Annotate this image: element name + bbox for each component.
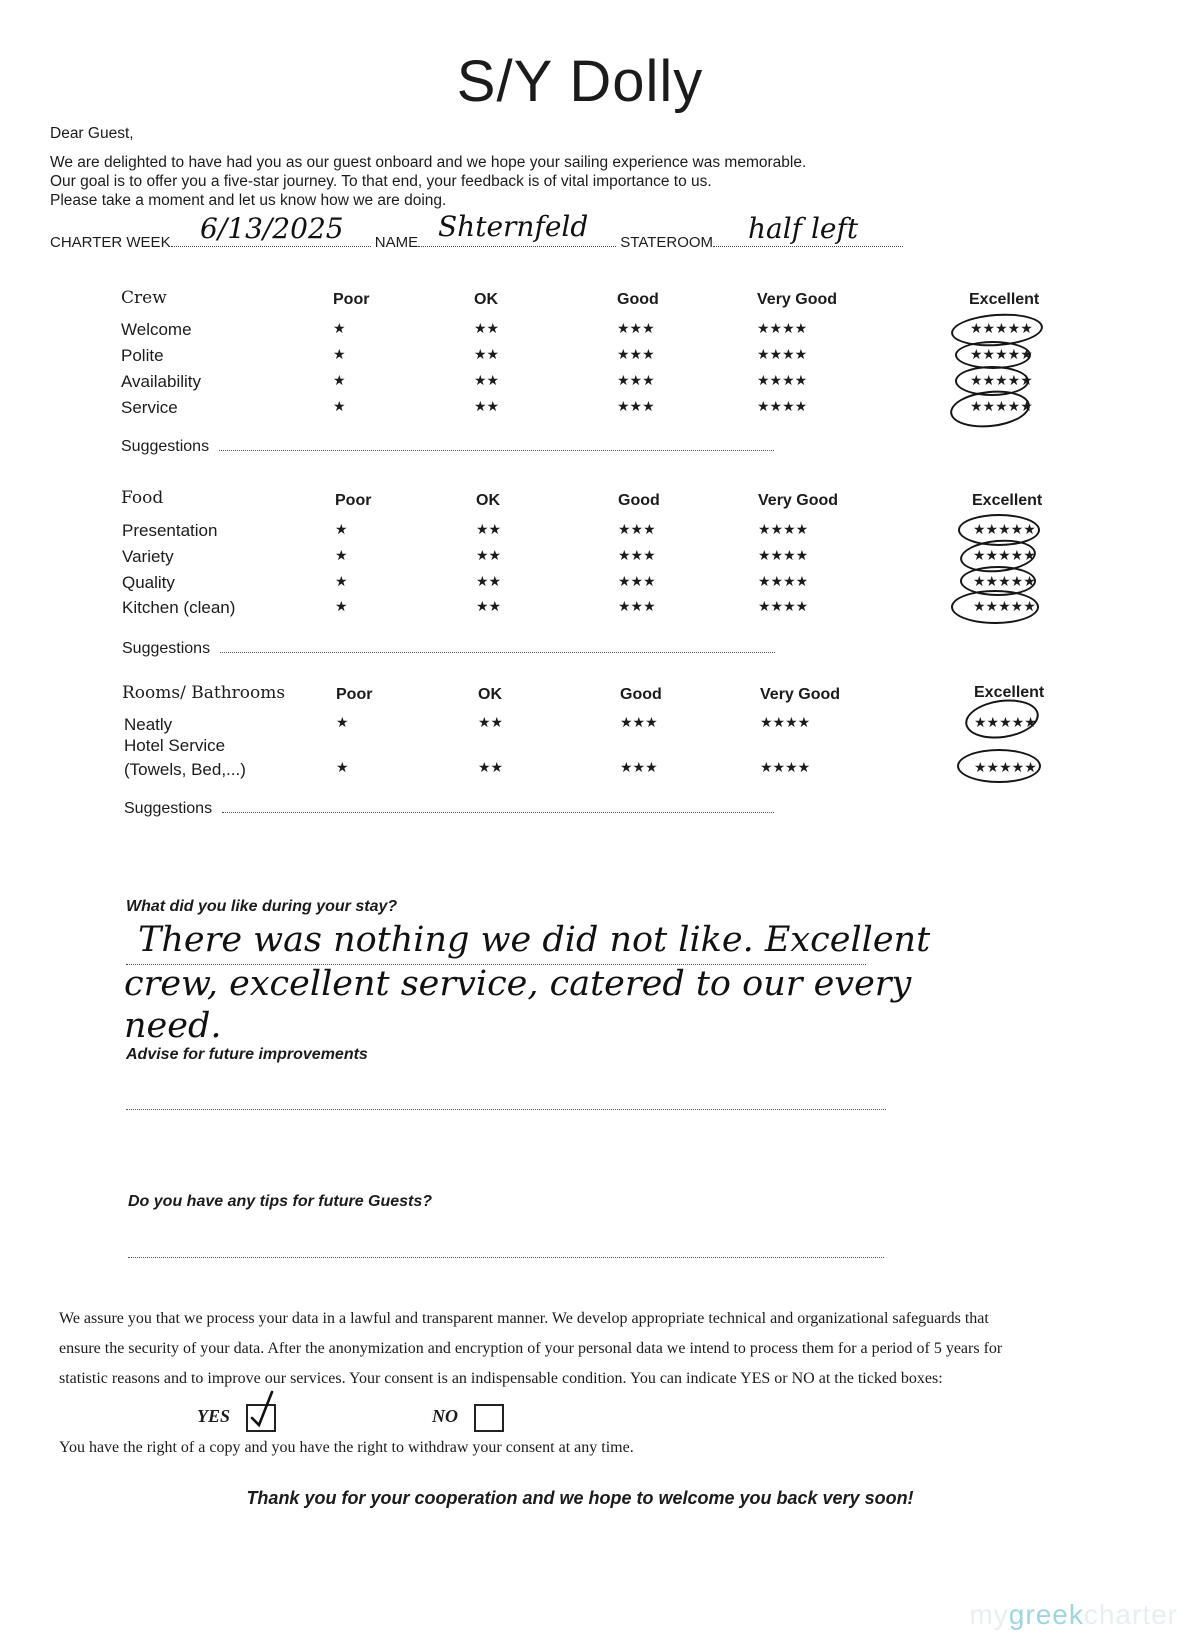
- rating-option-excellent[interactable]: ★★★★★: [974, 759, 1037, 775]
- column-header-poor: Poor: [335, 492, 372, 509]
- selection-circle: [955, 341, 1031, 369]
- privacy-line: We assure you that we process your data in a lawful and transparent manner. We develop appropriate technical and organizational safeguards that: [59, 1310, 989, 1327]
- rating-option-excellent[interactable]: ★★★★★: [974, 714, 1037, 730]
- column-header-poor: Poor: [333, 291, 370, 308]
- suggestions-field[interactable]: [219, 438, 774, 451]
- column-header-excellent: Excellent: [972, 492, 1043, 509]
- intro-line: Our goal is to offer you a five-star journey. To that end, your feedback is of vital importance to us.: [50, 173, 712, 190]
- greeting: Dear Guest,: [50, 125, 134, 142]
- rating-option-ok[interactable]: ★★: [474, 320, 500, 336]
- column-header-very-good: Very Good: [758, 492, 839, 509]
- watermark-text: my: [969, 1599, 1009, 1630]
- answer-liked-line: There was nothing we did not like. Excellent: [138, 920, 931, 960]
- rating-option-good[interactable]: ★★★: [617, 320, 655, 336]
- watermark-text: charter: [1083, 1599, 1178, 1630]
- rating-option-very-good[interactable]: ★★★★: [757, 372, 808, 388]
- rating-option-very-good[interactable]: ★★★★: [757, 346, 808, 362]
- rating-option-good[interactable]: ★★★: [620, 759, 658, 775]
- rating-option-poor[interactable]: ★: [333, 346, 346, 362]
- rating-option-very-good[interactable]: ★★★★: [757, 320, 808, 336]
- rights-statement: You have the right of a copy and you have the right to withdraw your consent at any time.: [59, 1439, 634, 1456]
- rating-option-good[interactable]: ★★★: [617, 346, 655, 362]
- rating-option-excellent[interactable]: ★★★★★: [973, 598, 1036, 614]
- rating-option-good[interactable]: ★★★: [617, 398, 655, 414]
- column-header-very-good: Very Good: [757, 291, 838, 308]
- rating-label-presentation: Presentation: [122, 521, 218, 540]
- charter-week-label: CHARTER WEEK: [50, 234, 171, 251]
- rating-option-excellent[interactable]: ★★★★★: [970, 320, 1033, 336]
- suggestions-crew: [121, 438, 774, 456]
- intro-text: [50, 153, 806, 210]
- rating-option-ok[interactable]: ★★: [476, 573, 502, 589]
- column-header-excellent: Excellent: [974, 684, 1045, 701]
- rating-option-very-good[interactable]: ★★★★: [758, 573, 809, 589]
- rating-option-poor[interactable]: ★: [333, 372, 346, 388]
- page-title: S/Y Dolly: [456, 49, 704, 114]
- suggestions-label: Suggestions: [121, 438, 210, 455]
- checkmark-icon: [248, 1406, 274, 1430]
- rating-label-availability: Availability: [121, 372, 202, 391]
- suggestions-field[interactable]: [222, 800, 774, 813]
- rating-option-excellent[interactable]: ★★★★★: [973, 521, 1036, 537]
- rating-option-very-good[interactable]: ★★★★: [757, 398, 808, 414]
- consent-no-label: NO: [432, 1406, 458, 1426]
- charter-week-value: 6/13/2025: [200, 212, 344, 245]
- consent-yes-label: YES: [197, 1406, 231, 1426]
- column-header-good: Good: [618, 492, 660, 509]
- suggestions-rooms: [124, 800, 774, 818]
- rating-label-hotel-service-detail: (Towels, Bed,...): [124, 760, 246, 779]
- rating-label-variety: Variety: [122, 547, 174, 566]
- rating-label-polite: Polite: [121, 346, 164, 365]
- rating-option-excellent[interactable]: ★★★★★: [970, 398, 1033, 414]
- answer-liked-line: need.: [124, 1006, 222, 1046]
- rating-option-excellent[interactable]: ★★★★★: [970, 372, 1033, 388]
- section-title-food: Food: [121, 488, 164, 508]
- thank-you-message: Thank you for your cooperation and we hope to welcome you back very soon!: [246, 1488, 914, 1508]
- rating-option-ok[interactable]: ★★: [478, 714, 504, 730]
- column-header-ok: OK: [476, 492, 500, 509]
- rating-option-ok[interactable]: ★★: [474, 398, 500, 414]
- rating-option-poor[interactable]: ★: [335, 598, 348, 614]
- selection-circle: [948, 387, 1031, 431]
- privacy-statement: [59, 1304, 1002, 1394]
- suggestions-field[interactable]: [220, 640, 775, 653]
- rating-option-good[interactable]: ★★★: [620, 714, 658, 730]
- question-improvements: Advise for future improvements: [126, 1046, 368, 1063]
- rating-option-very-good[interactable]: ★★★★: [758, 547, 809, 563]
- column-header-excellent: Excellent: [969, 291, 1040, 308]
- column-header-very-good: Very Good: [760, 686, 841, 703]
- column-header-ok: OK: [474, 291, 498, 308]
- suggestions-label: Suggestions: [122, 640, 211, 657]
- rating-option-excellent[interactable]: ★★★★★: [970, 346, 1033, 362]
- rating-option-ok[interactable]: ★★: [476, 547, 502, 563]
- name-value: Shternfeld: [438, 210, 589, 243]
- rating-label-service: Service: [121, 398, 178, 417]
- rating-option-poor[interactable]: ★: [335, 521, 348, 537]
- watermark-text: greek: [1008, 1599, 1084, 1630]
- rating-label-hotel-service: Hotel Service: [124, 736, 226, 755]
- rating-option-ok[interactable]: ★★: [474, 346, 500, 362]
- privacy-line: ensure the security of your data. After the anonymization and encryption of your personal data we intend to process them for a period of 5 years for: [59, 1340, 1003, 1357]
- rating-label-quality: Quality: [122, 573, 175, 592]
- answer-liked-line: crew, excellent service, catered to our every: [124, 964, 912, 1004]
- rating-option-ok[interactable]: ★★: [474, 372, 500, 388]
- selection-circle: [957, 749, 1041, 783]
- column-header-ok: OK: [478, 686, 502, 703]
- rating-option-very-good[interactable]: ★★★★: [760, 759, 811, 775]
- column-header-good: Good: [620, 686, 662, 703]
- suggestions-label: Suggestions: [124, 800, 213, 817]
- stateroom-value: half left: [748, 212, 859, 245]
- selection-circle: [951, 590, 1039, 624]
- rating-label-welcome: Welcome: [121, 320, 192, 339]
- rating-option-ok[interactable]: ★★: [478, 759, 504, 775]
- column-header-poor: Poor: [336, 686, 373, 703]
- rating-option-poor[interactable]: ★: [336, 714, 349, 730]
- rating-option-poor[interactable]: ★: [333, 398, 346, 414]
- rating-label-neatly: Neatly: [124, 715, 173, 734]
- column-header-good: Good: [617, 291, 659, 308]
- rating-option-good[interactable]: ★★★: [618, 598, 656, 614]
- rating-option-good[interactable]: ★★★: [617, 372, 655, 388]
- rating-option-excellent[interactable]: ★★★★★: [973, 547, 1036, 563]
- section-title-crew: Crew: [121, 288, 167, 308]
- rating-option-good[interactable]: ★★★: [618, 573, 656, 589]
- tips-field[interactable]: [128, 1256, 884, 1258]
- rating-option-good[interactable]: ★★★: [618, 547, 656, 563]
- name-label: NAME: [374, 234, 419, 251]
- improvements-field[interactable]: [126, 1108, 886, 1110]
- watermark-logo: [969, 1599, 1178, 1631]
- rating-option-poor[interactable]: ★: [333, 320, 346, 336]
- stateroom-label: STATEROOM: [620, 234, 714, 251]
- rating-label-kitchen-clean: Kitchen (clean): [122, 598, 236, 617]
- rating-option-poor[interactable]: ★: [335, 573, 348, 589]
- rating-option-very-good[interactable]: ★★★★: [758, 598, 809, 614]
- consent-yes-checkbox[interactable]: [246, 1404, 276, 1432]
- intro-line: Please take a moment and let us know how we are doing.: [50, 192, 447, 209]
- consent-no-checkbox[interactable]: [474, 1404, 504, 1432]
- section-title-rooms-bathrooms: Rooms/ Bathrooms: [122, 683, 286, 703]
- intro-line: We are delighted to have had you as our guest onboard and we hope your sailing experience was memorable.: [50, 154, 807, 171]
- rating-option-very-good[interactable]: ★★★★: [758, 521, 809, 537]
- rating-option-poor[interactable]: ★: [336, 759, 349, 775]
- question-tips: Do you have any tips for future Guests?: [128, 1193, 433, 1210]
- rating-option-excellent[interactable]: ★★★★★: [973, 573, 1036, 589]
- rating-option-good[interactable]: ★★★: [618, 521, 656, 537]
- question-liked: What did you like during your stay?: [126, 898, 398, 915]
- privacy-line: statistic reasons and to improve our services. Your consent is an indispensable condition. You can indicate YES or NO at the ticked boxes:: [59, 1370, 943, 1387]
- selection-circle: [963, 695, 1042, 743]
- rating-option-ok[interactable]: ★★: [476, 521, 502, 537]
- suggestions-food: [122, 640, 775, 658]
- rating-option-very-good[interactable]: ★★★★: [760, 714, 811, 730]
- rating-option-ok[interactable]: ★★: [476, 598, 502, 614]
- rating-option-poor[interactable]: ★: [335, 547, 348, 563]
